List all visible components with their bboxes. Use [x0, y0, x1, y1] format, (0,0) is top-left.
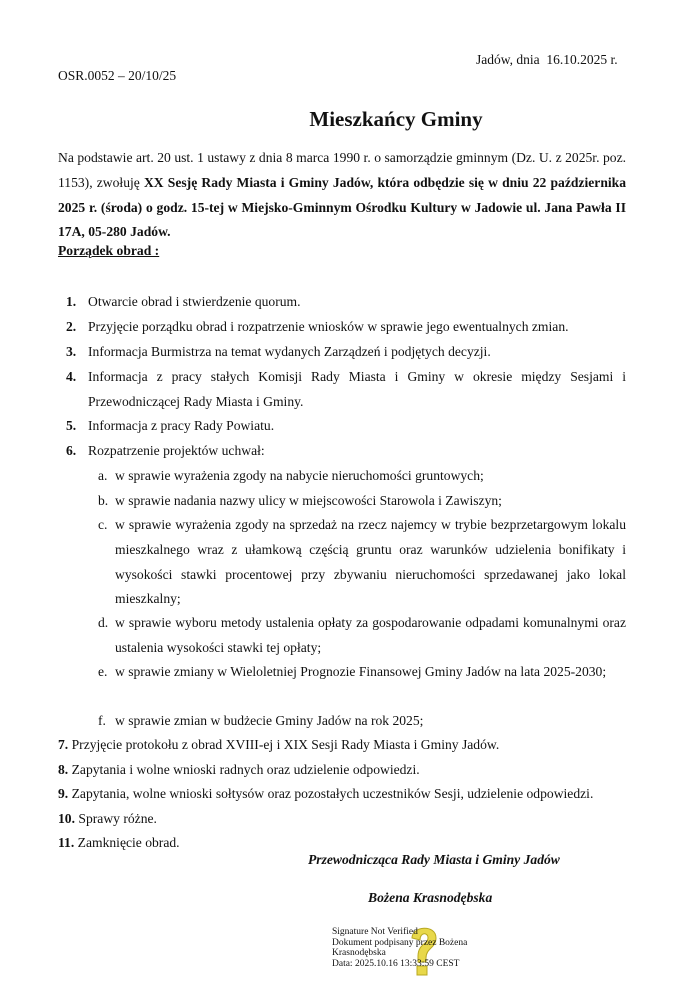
item-number: 10. — [58, 811, 75, 826]
item-number: 6. — [66, 443, 77, 458]
agenda-item — [58, 414, 626, 439]
item-text: Przyjęcie porządku obrad i rozpatrzenie wniosków w sprawie jego ewentualnych zmian. — [88, 319, 569, 334]
signatory-name: Bożena Krasnodębska — [368, 890, 493, 905]
agenda-heading: Porządek obrad : — [58, 243, 160, 258]
agenda-subitem — [58, 489, 626, 514]
agenda-subitem — [58, 709, 626, 734]
item-number: 7. — [58, 737, 69, 752]
agenda-subitem — [58, 464, 626, 489]
agenda-item — [58, 340, 626, 365]
subitem-text: w sprawie wyrażenia zgody na sprzedaż na rzecz najemcy w trybie bezprzetargowym lokalu mieszkalnego wraz z ułamkową częścią gruntu oraz warunków udzielenia bonifikaty i wysokości stawki procentowej przy zbywaniu nieruchomości sprzedawanej jako lokal mieszkalny; — [115, 517, 626, 607]
digital-signature-block — [332, 927, 467, 969]
item-text: Informacja z pracy Rady Powiatu. — [88, 418, 275, 433]
item-number: 11. — [58, 835, 75, 850]
subitem-text: w sprawie wyrażenia zgody na nabycie nieruchomości gruntowych; — [115, 468, 484, 483]
signatory-role: Przewodnicząca Rady Miasta i Gminy Jadów — [308, 852, 560, 867]
item-number: 8. — [58, 762, 69, 777]
subitem-text: w sprawie zmian w budżecie Gminy Jadów na rok 2025; — [115, 713, 424, 728]
agenda-item — [58, 290, 626, 315]
item-text: Przyjęcie protokołu z obrad XVIII-ej i XIX Sesji Rady Miasta i Gminy Jadów. — [71, 737, 500, 752]
intro-bold-text: XX Sesję Rady Miasta i Gminy Jadów, która odbędzie się w dniu 22 października 2025 r. (środa) o godz. 15-tej w Miejsko-Gminnym Ośrodku Kultury w Jadowie ul. Jana Pawła II 17A, 05-280 Jadów. — [58, 174, 627, 240]
subitem-letter: f. — [98, 713, 106, 728]
place-date: Jadów, dnia 16.10.2025 r. — [476, 52, 618, 67]
agenda-item — [58, 365, 626, 415]
agenda-subitem — [58, 513, 626, 612]
subitem-text: w sprawie wyboru metody ustalenia opłaty za gospodarowanie odpadami komunalnymi oraz ustalenia wysokości stawki tej opłaty; — [115, 615, 626, 655]
item-number: 4. — [66, 369, 77, 384]
item-text: Otwarcie obrad i stwierdzenie quorum. — [88, 294, 301, 309]
item-number: 5. — [66, 418, 77, 433]
agenda-item — [58, 439, 626, 464]
agenda-subitem — [58, 660, 626, 685]
agenda-item — [58, 733, 626, 758]
subitem-letter: e. — [98, 664, 108, 679]
agenda-item — [58, 782, 626, 807]
signed-by-line: Dokument podpisany przez Bożena — [332, 937, 468, 948]
item-text: Zapytania i wolne wnioski radnych oraz udzielenie odpowiedzi. — [71, 762, 420, 777]
subitem-letter: a. — [98, 468, 108, 483]
item-text: Informacja z pracy stałych Komisji Rady Miasta i Gminy w okresie między Sesjami i Przewodniczącej Rady Miasta i Gminy. — [88, 369, 626, 409]
subitem-letter: c. — [98, 517, 108, 532]
item-text: Sprawy różne. — [78, 811, 157, 826]
subitem-letter: b. — [98, 493, 109, 508]
subitem-text: w sprawie nadania nazwy ulicy w miejscowości Starowola i Zawiszyn; — [115, 493, 502, 508]
signature-date: Data: 2025.10.16 13:33:59 CEST — [332, 958, 460, 969]
subitem-letter: d. — [98, 615, 109, 630]
item-number: 3. — [66, 344, 77, 359]
item-number: 1. — [66, 294, 77, 309]
agenda-item — [58, 315, 626, 340]
intro-paragraph — [58, 146, 626, 245]
item-number: 9. — [58, 786, 69, 801]
intro-text: Na podstawie art. 20 ust. 1 ustawy z dnia 8 marca 1990 r. o samorządzie gminnym (Dz. U. z 2025r. poz. 1153), zwołuję — [58, 150, 626, 190]
item-text: Zapytania, wolne wnioski sołtysów oraz pozostałych uczestników Sesji, udzielenie odpowiedzi. — [71, 786, 594, 801]
item-text: Rozpatrzenie projektów uchwał: — [88, 443, 265, 458]
subitem-text: w sprawie zmiany w Wieloletniej Prognozie Finansowej Gminy Jadów na lata 2025-2030; — [115, 664, 607, 679]
signed-by-line: Krasnodębska — [332, 948, 386, 958]
agenda-item — [58, 807, 626, 832]
reference-number: OSR.0052 – 20/10/25 — [58, 68, 177, 83]
item-number: 2. — [66, 319, 77, 334]
signature-status: Signature Not Verified — [332, 927, 418, 937]
document-title: Mieszkańcy Gminy — [309, 107, 483, 131]
item-text: Informacja Burmistrza na temat wydanych Zarządzeń i podjętych decyzji. — [88, 344, 491, 359]
agenda-item — [58, 758, 626, 783]
agenda-subitem — [58, 611, 626, 661]
item-text: Zamknięcie obrad. — [77, 835, 180, 850]
